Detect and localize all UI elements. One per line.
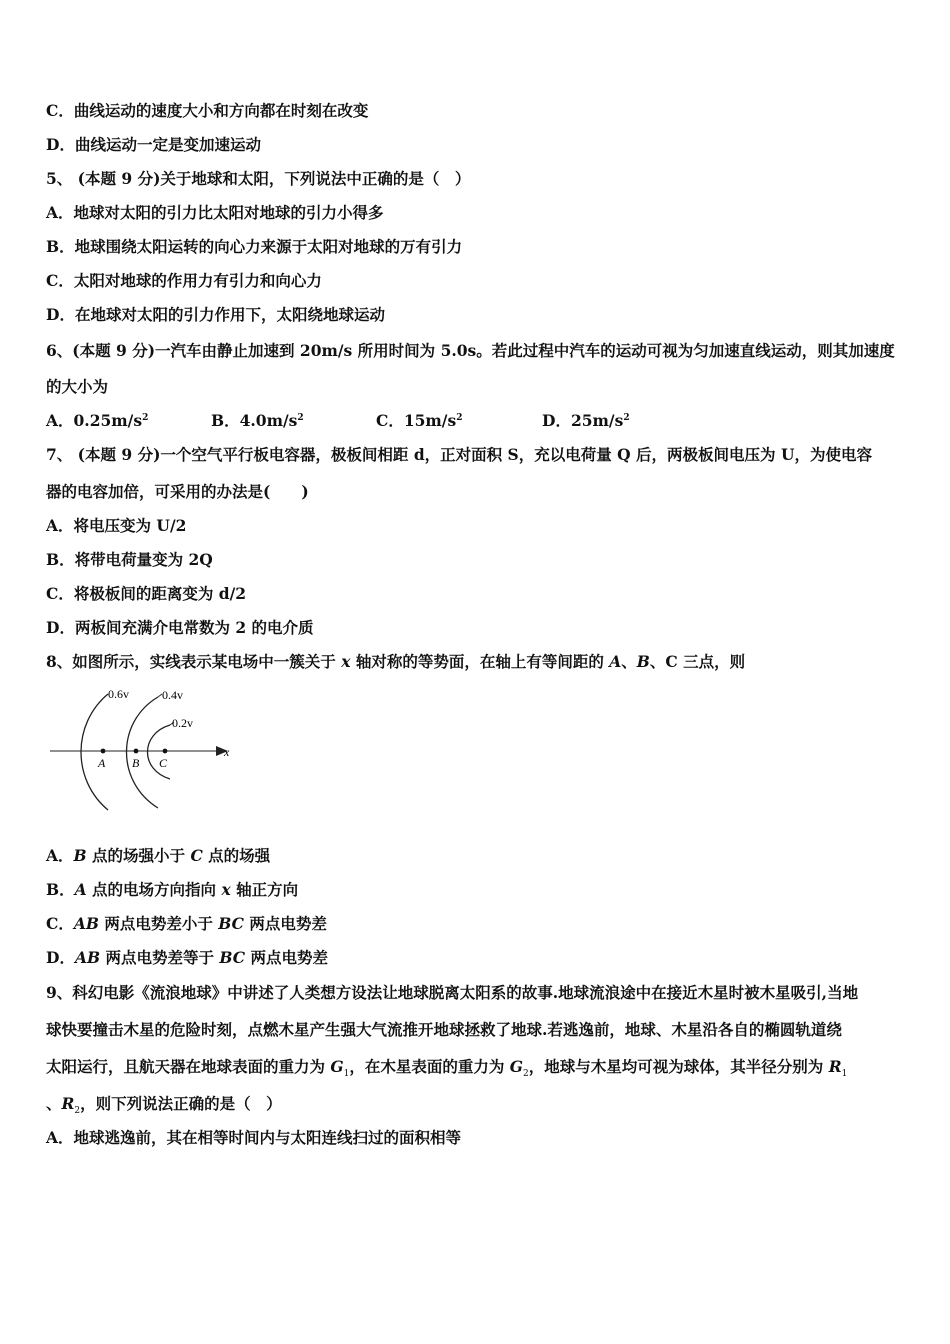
- q5-option-d: D．在地球对太阳的引力作用下，太阳绕地球运动: [46, 305, 385, 324]
- point-b-dot: [134, 749, 139, 754]
- q5-option-a: A．地球对太阳的引力比太阳对地球的引力小得多: [46, 203, 384, 222]
- label-0.4v: 0.4v: [162, 688, 183, 702]
- q6-option-d: D．$25m/s^2$: [542, 411, 630, 430]
- label-point-b: B: [132, 756, 140, 770]
- q8-stem: 8、如图所示，实线表示某电场中一簇关于 x 轴对称的等势面，在轴上有等间距的 A、B、C 三点，则: [46, 652, 746, 671]
- q7-option-a: A．将电压变为 U/2: [46, 516, 187, 535]
- q7-stem-line1: 7、 (本题 9 分)一个空气平行板电容器，极板间相距 d，正对面积 S，充以电荷量 Q 后，两极板间电压为 U，为使电容: [46, 445, 872, 464]
- q8-option-b: B．A 点的电场方向指向 x 轴正方向: [46, 880, 299, 899]
- label-point-c: C: [159, 756, 168, 770]
- q6-stem-line1: 6、(本题 9 分)一汽车由静止加速到 20m/s 所用时间为 5.0s。若此过程中汽车的运动可视为匀加速直线运动，则其加速度: [46, 341, 895, 360]
- q5-option-c: C．太阳对地球的作用力有引力和向心力: [46, 271, 322, 290]
- q7-stem-line2: 器的电容加倍，可采用的办法是( ): [46, 482, 309, 501]
- q5-option-b: B．地球围绕太阳运转的向心力来源于太阳对地球的万有引力: [46, 237, 463, 256]
- label-point-a: A: [98, 756, 106, 770]
- q9-option-a: A．地球逃逸前，其在相等时间内与太阳连线扫过的面积相等: [46, 1128, 462, 1147]
- q7-option-c: C．将极板间的距离变为 d/2: [46, 584, 247, 603]
- q8-option-a: A．B 点的场强小于 C 点的场强: [46, 846, 271, 865]
- q4-option-c: C．曲线运动的速度大小和方向都在时刻在改变: [46, 101, 369, 120]
- q4-option-d: D．曲线运动一定是变加速运动: [46, 135, 261, 154]
- q6-stem-line2: 的大小为: [46, 377, 109, 396]
- q9-stem-line2: 球快要撞击木星的危险时刻，点燃木星产生强大气流推开地球拯救了地球.若逃逸前，地球、木星沿各自的椭圆轨道绕: [46, 1020, 842, 1039]
- label-0.2v: 0.2v: [172, 716, 193, 730]
- equipotential-0.4v: [127, 697, 159, 808]
- point-a-dot: [101, 749, 106, 754]
- q9-stem-line1: 9、科幻电影《流浪地球》中讲述了人类想方设法让地球脱离太阳系的故事.地球流浪途中在接近木星时被木星吸引,当地: [46, 983, 859, 1002]
- q7-option-b: B．将带电荷量变为 2Q: [46, 550, 213, 569]
- point-c-dot: [163, 749, 168, 754]
- q8-option-d: D．AB 两点电势差等于 BC 两点电势差: [46, 948, 329, 967]
- equipotential-diagram: [46, 682, 246, 822]
- q9-stem-line3: 太阳运行，且航天器在地球表面的重力为 $G_1$，在木星表面的重力为 $G_2$，地球与木星均可视为球体，其半径分别为 $R_1$: [46, 1057, 848, 1080]
- q7-option-d: D．两板间充满介电常数为 2 的电介质: [46, 618, 314, 637]
- q6-options: [46, 410, 916, 432]
- q5-stem: 5、 (本题 9 分)关于地球和太阳，下列说法中正确的是（ ）: [46, 169, 471, 188]
- q8-option-c: C．AB 两点电势差小于 BC 两点电势差: [46, 914, 327, 933]
- q6-option-a: A．$0.25m/s^2$: [46, 411, 149, 430]
- label-0.6v: 0.6v: [108, 687, 129, 701]
- q6-option-b: B．$4.0m/s^2$: [211, 411, 304, 430]
- q6-option-c: C．$15m/s^2$: [376, 411, 463, 430]
- label-x-axis: x: [224, 745, 230, 759]
- q9-stem-line4: 、$R_2$，则下列说法正确的是（ ）: [46, 1094, 282, 1117]
